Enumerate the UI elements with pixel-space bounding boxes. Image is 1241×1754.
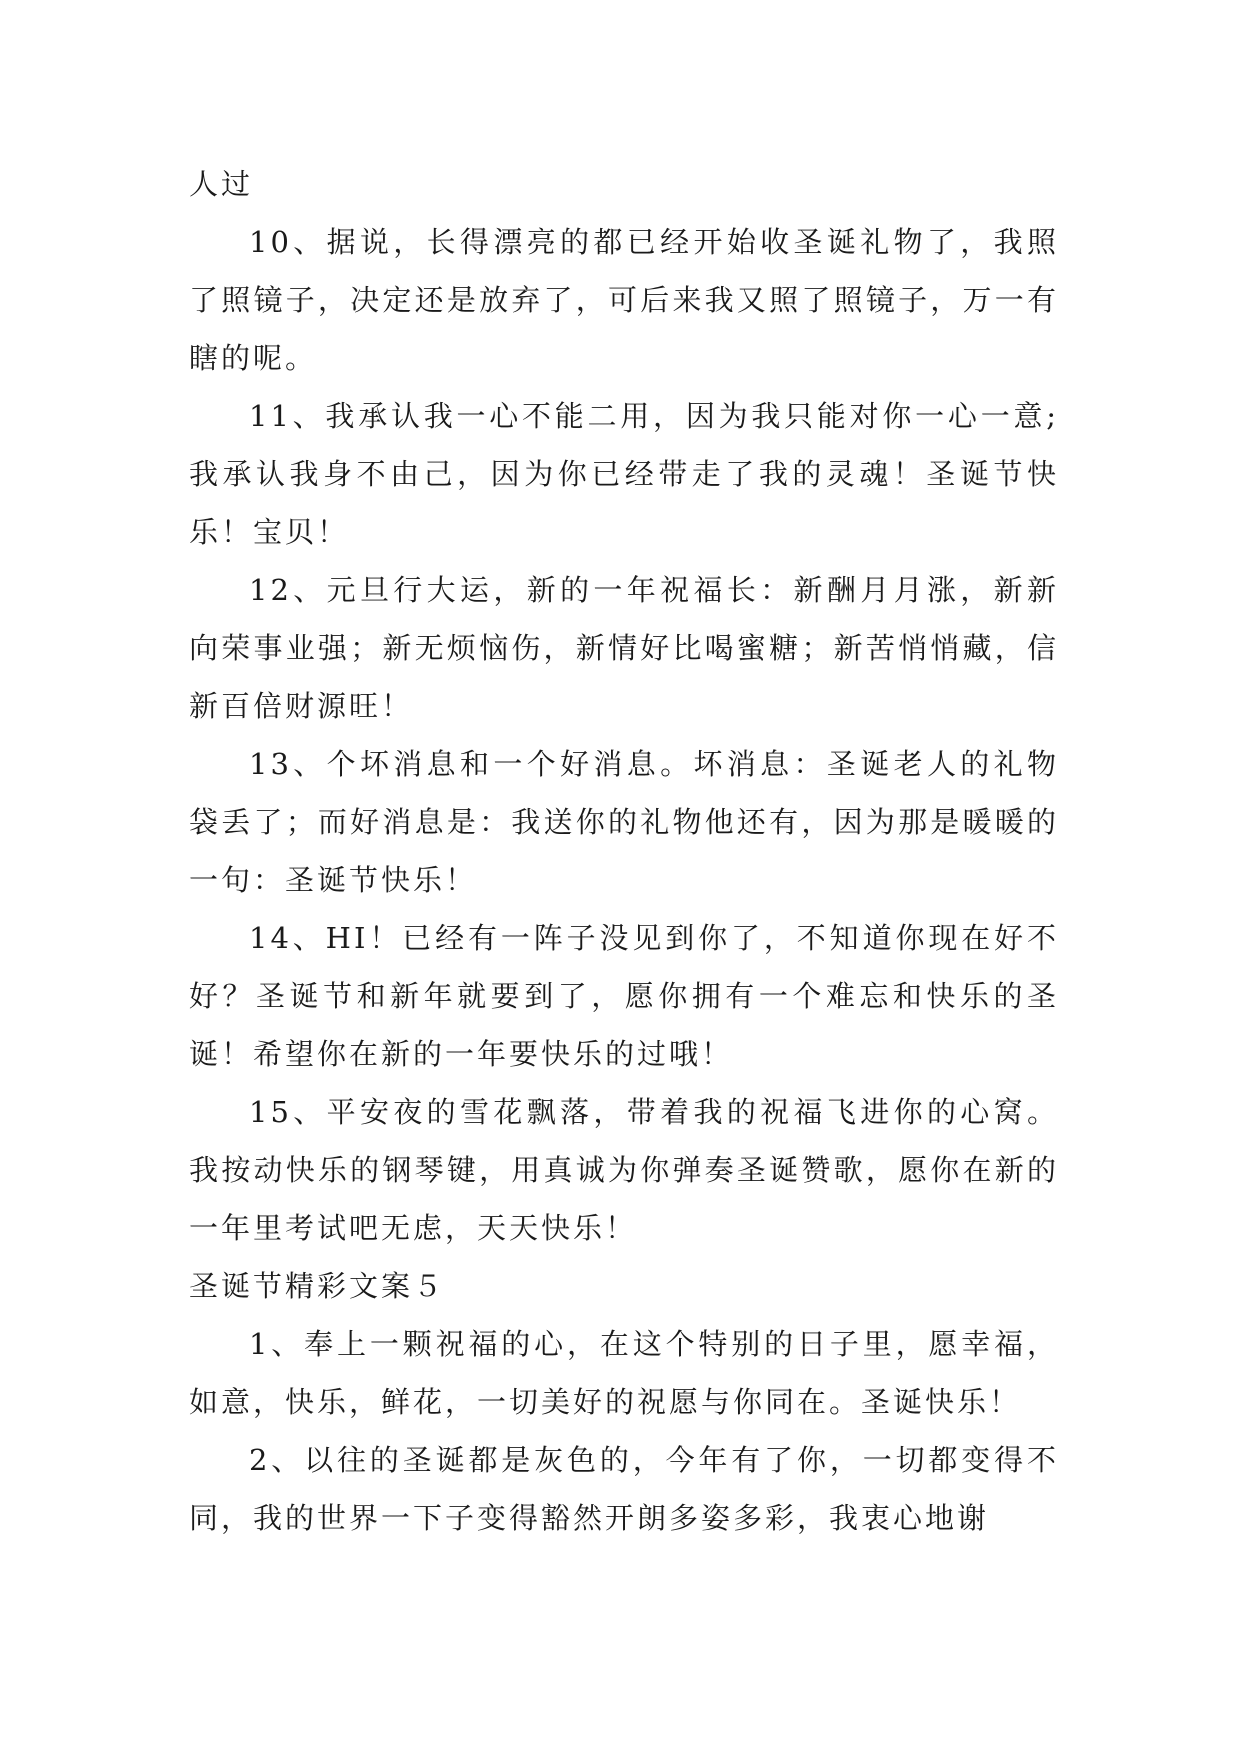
list-item: 14、HI！已经有一阵子没见到你了，不知道你现在好不好？圣诞节和新年就要到了，愿你拥有一个难忘和快乐的圣诞！希望你在新的一年要快乐的过哦！ — [189, 921, 1059, 1071]
section-title: 圣诞节精彩文案５ — [189, 1269, 446, 1303]
list-item: 2、以往的圣诞都是灰色的，今年有了你，一切都变得不同，我的世界一下子变得豁然开朗多姿多彩，我衷心地谢 — [189, 1443, 1059, 1535]
list-item: 10、据说，长得漂亮的都已经开始收圣诞礼物了，我照了照镜子，决定还是放弃了，可后来我又照了照镜子，万一有瞎的呢。 — [189, 225, 1059, 375]
fragment-start: 人过 — [189, 167, 254, 201]
document-body — [189, 155, 1059, 1547]
list-item: 15、平安夜的雪花飘落，带着我的祝福飞进你的心窝。我按动快乐的钢琴键，用真诚为你弹奏圣诞赞歌，愿你在新的一年里考试吧无虑，天天快乐！ — [189, 1095, 1059, 1245]
list-item: 13、个坏消息和一个好消息。坏消息：圣诞老人的礼物袋丢了；而好消息是：我送你的礼物他还有，因为那是暖暖的一句：圣诞节快乐！ — [189, 747, 1059, 897]
list-item: 11、我承认我一心不能二用，因为我只能对你一心一意;我承认我身不由己，因为你已经带走了我的灵魂！圣诞节快乐！宝贝！ — [189, 399, 1059, 549]
list-item: 12、元旦行大运，新的一年祝福长：新酬月月涨，新新向荣事业强；新无烦恼伤，新情好比喝蜜糖；新苦悄悄藏，信新百倍财源旺！ — [189, 573, 1059, 723]
list-item: 1、奉上一颗祝福的心，在这个特别的日子里，愿幸福，如意，快乐，鲜花，一切美好的祝愿与你同在。圣诞快乐！ — [189, 1327, 1059, 1419]
